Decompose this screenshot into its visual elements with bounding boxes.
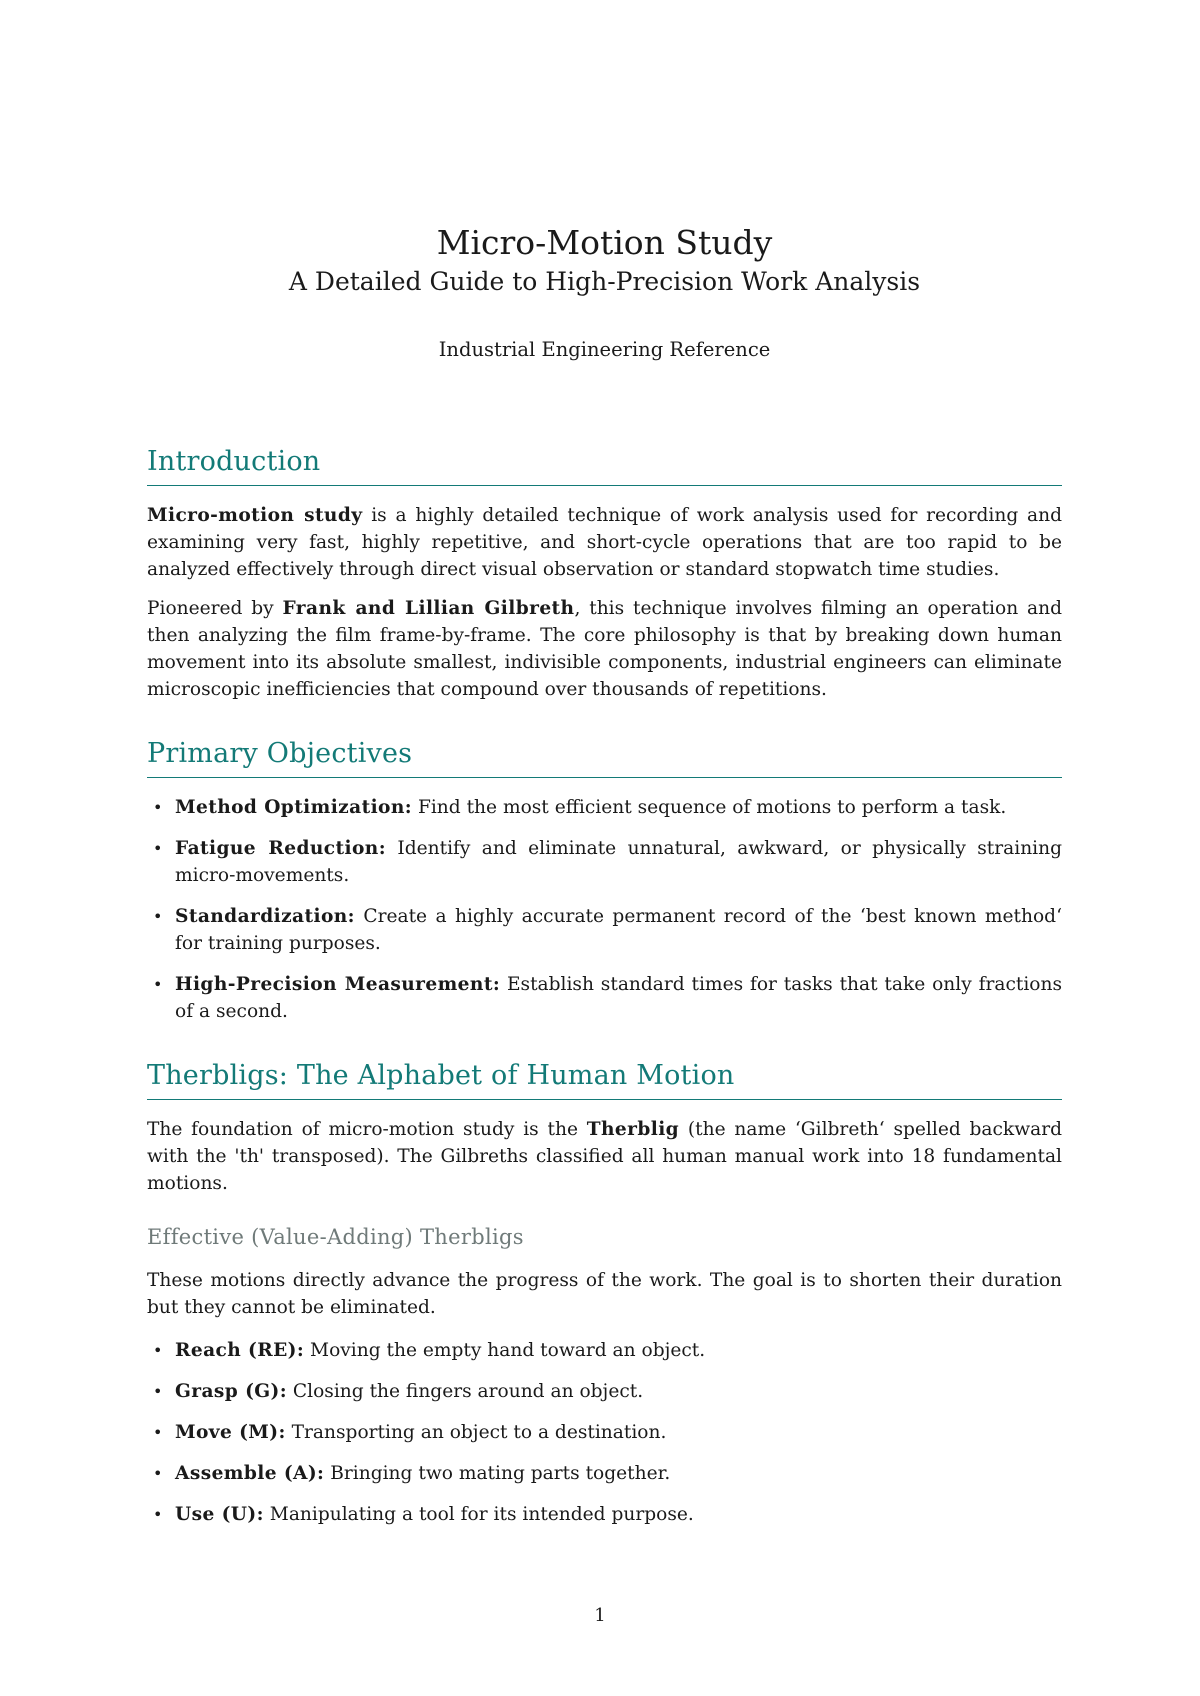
section-heading-objectives: Primary Objectives xyxy=(147,737,1062,778)
bold-term: Therblig xyxy=(586,1119,680,1140)
item-text: Closing the fingers around an object. xyxy=(287,1381,644,1402)
item-label: Grasp (G): xyxy=(175,1381,288,1402)
list-item xyxy=(147,1419,1062,1446)
item-text: Identify and eliminate unnatural, awkward, or physically straining micro-movements. xyxy=(175,838,1063,886)
intro-paragraph-2 xyxy=(147,595,1062,703)
item-text: Establish standard times for tasks that take only fractions of a second. xyxy=(175,974,1062,1022)
document-subtitle: A Detailed Guide to High-Precision Work Analysis xyxy=(288,267,921,296)
document-body xyxy=(147,445,1062,1542)
item-label: Reach (RE): xyxy=(175,1340,305,1361)
intro-paragraph-1 xyxy=(147,502,1062,583)
paragraph-text: (the name ‘Gilbreth‘ spelled backward with the 'th' transposed). The Gilbreths classified all human manual work into 18 fundamental motions. xyxy=(147,1119,1062,1194)
therbligs-paragraph xyxy=(147,1116,1062,1197)
item-label: High-Precision Measurement: xyxy=(175,974,501,995)
item-text: Find the most efficient sequence of motions to perform a task. xyxy=(412,797,1007,818)
list-item xyxy=(147,1460,1062,1487)
document-title: Micro-Motion Study xyxy=(436,223,773,262)
document-author: Industrial Engineering Reference xyxy=(438,338,771,361)
section-heading-therbligs: Therbligs: The Alphabet of Human Motion xyxy=(147,1059,1062,1100)
subsection-heading-effective: Effective (Value-Adding) Therbligs xyxy=(147,1225,524,1249)
paragraph-text: , this technique involves filming an operation and then analyzing the film frame-by-frame. The core philosophy is that by breaking down human movement into its absolute smallest, indivisible components, industrial engineers can eliminate microscopic inefficiencies that compound over thousands of repetitions. xyxy=(147,598,1062,700)
list-item xyxy=(147,1501,1062,1528)
title-block xyxy=(147,222,1062,361)
item-text: Manipulating a tool for its intended purpose. xyxy=(263,1504,694,1525)
effective-intro: These motions directly advance the progress of the work. The goal is to shorten their duration but they cannot be eliminated. xyxy=(147,1270,1062,1318)
list-item xyxy=(147,794,1062,821)
list-item xyxy=(147,903,1062,957)
page-number: 1 xyxy=(594,1605,606,1626)
paragraph-text: is a highly detailed technique of work analysis used for recording and examining very fast, highly repetitive, and short-cycle operations that are too rapid to be analyzed effectively through direct visual observation or standard stopwatch time studies. xyxy=(147,505,1062,580)
item-label: Fatigue Reduction: xyxy=(175,838,386,859)
objectives-list xyxy=(147,794,1062,1025)
item-text: Transporting an object to a destination. xyxy=(285,1422,667,1443)
item-label: Use (U): xyxy=(175,1504,264,1525)
item-label: Move (M): xyxy=(175,1422,286,1443)
item-label: Standardization: xyxy=(175,906,355,927)
section-heading-introduction: Introduction xyxy=(147,445,1062,486)
item-text: Bringing two mating parts together. xyxy=(324,1463,671,1484)
item-label: Method Optimization: xyxy=(175,797,413,818)
effective-therbligs-list xyxy=(147,1337,1062,1528)
list-item xyxy=(147,1337,1062,1364)
list-item xyxy=(147,971,1062,1025)
list-item xyxy=(147,835,1062,889)
item-label: Assemble (A): xyxy=(175,1463,325,1484)
item-text: Moving the empty hand toward an object. xyxy=(304,1340,706,1361)
paragraph-text: Pioneered by xyxy=(147,598,283,619)
paragraph-text: The foundation of micro-motion study is the xyxy=(147,1119,587,1140)
item-text: Create a highly accurate permanent record of the ‘best known method‘ for training purposes. xyxy=(175,906,1062,954)
list-item xyxy=(147,1378,1062,1405)
bold-term: Micro-motion study xyxy=(147,505,363,526)
bold-term: Frank and Lillian Gilbreth xyxy=(282,598,575,619)
